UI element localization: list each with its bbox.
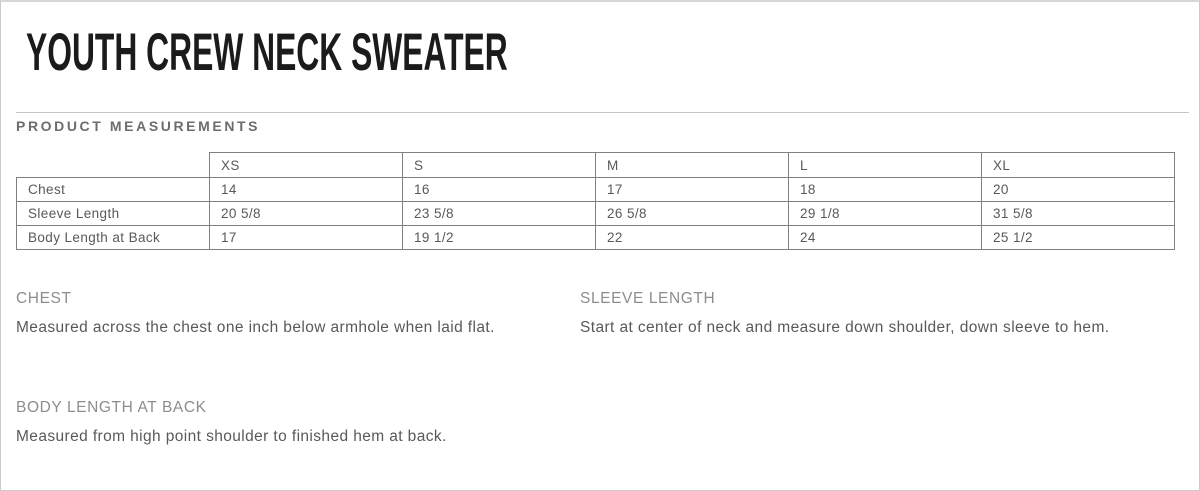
measurement-cell: 17	[210, 226, 403, 250]
measurement-cell: 31 5/8	[982, 202, 1175, 226]
row-label-sleeve-length: Sleeve Length	[17, 202, 210, 226]
measurement-cell: 24	[789, 226, 982, 250]
size-column-header-m: M	[596, 153, 789, 178]
size-header-row	[17, 153, 1175, 178]
table-row-chest	[17, 178, 1175, 202]
measurement-cell: 18	[789, 178, 982, 202]
measurement-cell: 25 1/2	[982, 226, 1175, 250]
definition-text-sleeve-length: Start at center of neck and measure down shoulder, down sleeve to hem.	[580, 319, 1110, 336]
measurement-cell: 29 1/8	[789, 202, 982, 226]
row-label-chest: Chest	[17, 178, 210, 202]
definition-text-chest: Measured across the chest one inch below armhole when laid flat.	[16, 319, 495, 336]
row-label-body-length-at-back: Body Length at Back	[17, 226, 210, 250]
size-column-header-xs: XS	[210, 153, 403, 178]
measurement-cell: 16	[403, 178, 596, 202]
definition-heading-chest: CHEST	[16, 290, 72, 307]
table-corner-cell	[17, 153, 210, 178]
measurement-cell: 19 1/2	[403, 226, 596, 250]
page-title: YOUTH CREW NECK SWEATER	[26, 23, 508, 82]
measurement-cell: 20	[982, 178, 1175, 202]
definition-heading-body-length-at-back: BODY LENGTH AT BACK	[16, 399, 207, 416]
size-column-header-l: L	[789, 153, 982, 178]
size-column-header-xl: XL	[982, 153, 1175, 178]
definition-text-body-length-at-back: Measured from high point shoulder to finished hem at back.	[16, 428, 447, 445]
section-divider	[16, 112, 1189, 113]
size-column-header-s: S	[403, 153, 596, 178]
product-measurements-heading: PRODUCT MEASUREMENTS	[16, 118, 261, 134]
definition-heading-sleeve-length: SLEEVE LENGTH	[580, 290, 716, 307]
table-row-body-length-at-back	[17, 226, 1175, 250]
table-row-sleeve-length	[17, 202, 1175, 226]
measurements-table	[16, 152, 1175, 250]
definition-chest	[16, 290, 546, 342]
measurement-cell: 22	[596, 226, 789, 250]
measurement-cell: 23 5/8	[403, 202, 596, 226]
definition-body-length-at-back	[16, 399, 546, 451]
measurement-cell: 20 5/8	[210, 202, 403, 226]
definition-sleeve-length	[580, 290, 1110, 342]
measurement-cell: 17	[596, 178, 789, 202]
measurement-cell: 26 5/8	[596, 202, 789, 226]
measurement-cell: 14	[210, 178, 403, 202]
